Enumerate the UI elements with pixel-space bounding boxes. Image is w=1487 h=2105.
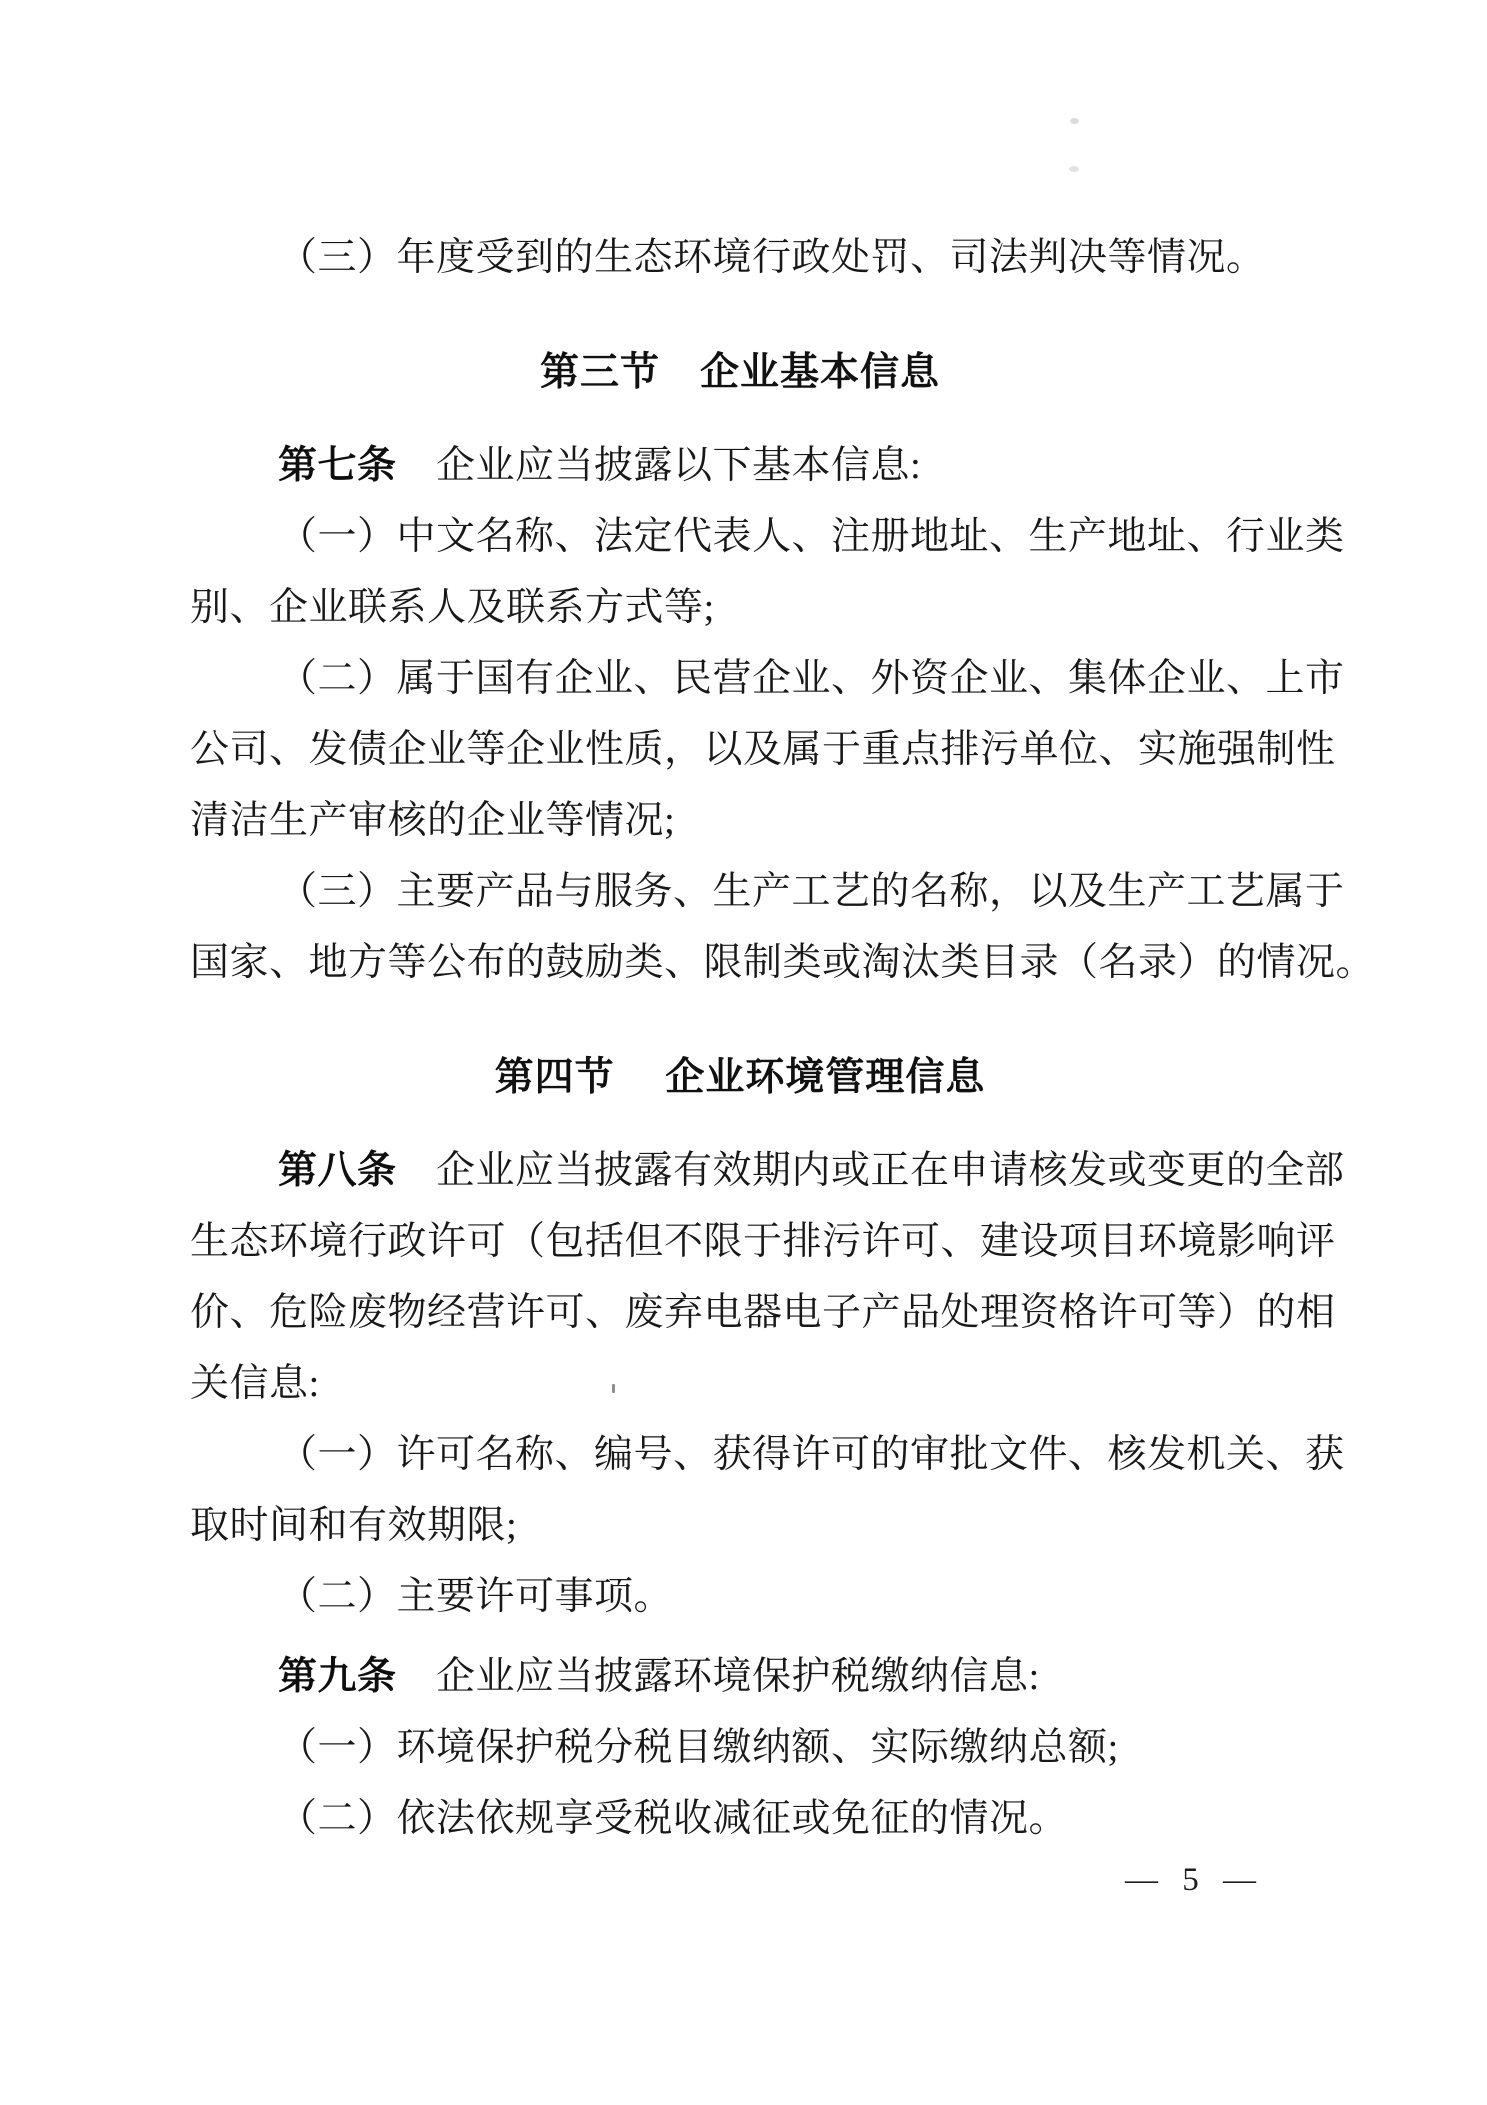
article-7-text: 企业应当披露以下基本信息: <box>396 444 922 487</box>
scan-noise-speck <box>1069 166 1079 172</box>
paragraph-line: 生态环境行政许可（包括但不限于排污许可、建设项目环境影响评 <box>190 1220 1336 1263</box>
page-number: — 5 — <box>1125 1862 1257 1898</box>
paragraph-line: 关信息: <box>190 1362 320 1405</box>
paragraph-line: （三）年度受到的生态环境行政处罚、司法判决等情况。 <box>278 236 1266 279</box>
paragraph-line: （一）环境保护税分税目缴纳额、实际缴纳总额; <box>278 1726 1119 1769</box>
paragraph-line: （二）属于国有企业、民营企业、外资企业、集体企业、上市 <box>278 657 1345 700</box>
article-9-text: 企业应当披露环境保护税缴纳信息: <box>396 1655 1040 1698</box>
section-heading-3: 第三节 企业基本信息 <box>539 351 940 394</box>
paragraph-line: 价、危险废物经营许可、废弃电器电子产品处理资格许可等）的相 <box>190 1291 1336 1334</box>
article-8-label: 第八条 <box>278 1149 397 1192</box>
article-9-line <box>190 1641 1290 1712</box>
article-9-label: 第九条 <box>278 1655 397 1698</box>
section-heading-4: 第四节 企业环境管理信息 <box>494 1056 986 1099</box>
paragraph-line: 别、企业联系人及联系方式等; <box>190 586 715 629</box>
article-7-label: 第七条 <box>278 444 397 487</box>
article-7-line <box>190 430 1290 501</box>
document-body <box>190 222 1376 1854</box>
paragraph-line: （一）中文名称、法定代表人、注册地址、生产地址、行业类 <box>278 515 1345 558</box>
paragraph-line: （三）主要产品与服务、生产工艺的名称，以及生产工艺属于 <box>278 870 1345 913</box>
paragraph-line: （一）许可名称、编号、获得许可的审批文件、核发机关、获 <box>278 1433 1345 1476</box>
paragraph-line: （二）依法依规享受税收减征或免征的情况。 <box>278 1797 1069 1840</box>
paragraph-line: （二）主要许可事项。 <box>278 1575 674 1618</box>
paragraph-line: 取时间和有效期限; <box>190 1504 518 1547</box>
paragraph-line: 清洁生产审核的企业等情况; <box>190 799 676 842</box>
article-8-text: 企业应当披露有效期内或正在申请核发或变更的全部 <box>396 1149 1345 1192</box>
article-8-line <box>190 1135 1345 1206</box>
scan-noise-speck <box>612 1384 615 1393</box>
page-footer <box>1125 1858 1295 1902</box>
scan-noise-speck <box>1070 118 1079 124</box>
paragraph-line: 国家、地方等公布的鼓励类、限制类或淘汰类目录（名录）的情况。 <box>190 941 1376 984</box>
paragraph-line: 公司、发债企业等企业性质，以及属于重点排污单位、实施强制性 <box>190 728 1336 771</box>
